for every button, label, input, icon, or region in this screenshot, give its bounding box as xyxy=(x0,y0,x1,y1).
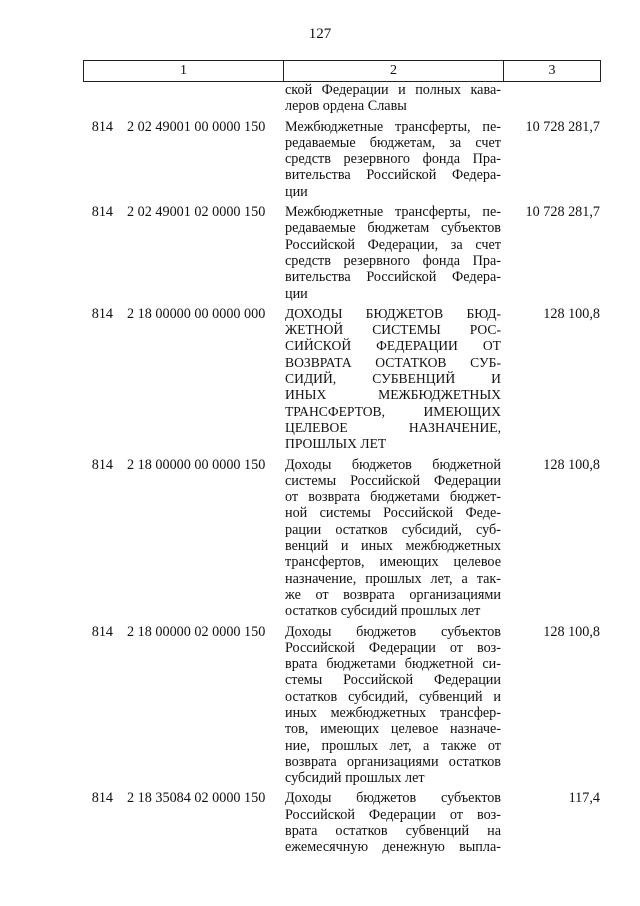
table-row xyxy=(83,204,600,302)
revenue-code: 2 18 00000 00 0000 150 xyxy=(127,456,266,473)
revenue-name-line: возврата организациями остатков xyxy=(285,753,501,770)
table-row xyxy=(83,624,600,787)
revenue-name-line: венций и иных межбюджетных xyxy=(285,538,501,555)
revenue-code: 2 02 49001 02 0000 150 xyxy=(127,204,266,221)
revenue-name-line: врата бюджетами бюджетной си- xyxy=(285,656,501,673)
revenue-name-line: Доходы бюджетов бюджетной xyxy=(285,456,501,473)
revenue-code: 2 18 35084 02 0000 150 xyxy=(127,790,266,807)
revenue-name-line: ции xyxy=(285,285,308,302)
revenue-name-line: ежемесячную денежную выпла- xyxy=(285,839,501,856)
amount: 128 100,8 xyxy=(543,456,600,473)
revenue-name-line: редаваемые бюджетам, за счет xyxy=(285,134,501,151)
revenue-code: 2 02 49001 00 0000 150 xyxy=(127,118,266,135)
revenue-name-line: ной системы Российской Феде- xyxy=(285,505,501,522)
table-row xyxy=(83,306,600,453)
revenue-name-line: иных межбюджетных трансфер- xyxy=(285,704,501,721)
revenue-name-line: системы Российской Федерации xyxy=(285,472,501,489)
admin-code: 814 xyxy=(91,305,113,322)
revenue-name-line: Российской Федерации от воз- xyxy=(285,639,501,656)
revenue-name-line: ПРОШЛЫХ ЛЕТ xyxy=(285,436,387,452)
revenue-name-line: трансфертов, имеющих целевое xyxy=(285,554,501,571)
revenue-name-line: остатков субсидий, субвенций и xyxy=(285,688,501,705)
revenue-name-line: средств резервного фонда Пра- xyxy=(285,252,501,269)
revenue-name-line: ЦЕЛЕВОЕ НАЗНАЧЕНИЕ, xyxy=(285,419,501,435)
table-row xyxy=(83,82,600,115)
revenue-name-line: остатков субсидий прошлых лет xyxy=(285,603,481,620)
revenue-name-line: же от возврата организациями xyxy=(285,586,501,603)
revenue-name-line: ние, прошлых лет, а также от xyxy=(285,737,501,754)
revenue-name-line: ИНЫХ МЕЖБЮДЖЕТНЫХ xyxy=(285,387,501,403)
amount: 10 728 281,7 xyxy=(525,204,600,221)
column-header-2: 2 xyxy=(284,61,504,82)
admin-code: 814 xyxy=(91,204,113,221)
revenue-name-line: ции xyxy=(285,183,308,200)
revenue-name xyxy=(285,457,501,620)
table-header xyxy=(83,60,601,82)
page-number: 127 xyxy=(308,26,332,42)
revenue-name xyxy=(285,82,501,115)
revenue-name-line: назначение, прошлых лет, а так- xyxy=(285,570,501,587)
revenue-name-line: стемы Российской Федерации xyxy=(285,672,501,689)
revenue-name-line: СИДИЙ, СУБВЕНЦИЙ И xyxy=(285,371,501,387)
revenue-name xyxy=(285,204,501,302)
revenue-name-line: леров ордена Славы xyxy=(285,98,407,115)
column-header-3: 3 xyxy=(504,61,601,82)
revenue-code: 2 18 00000 02 0000 150 xyxy=(127,623,266,640)
column-header-1: 1 xyxy=(84,61,284,82)
revenue-name xyxy=(285,306,501,453)
revenue-name-line: от возврата бюджетами бюджет- xyxy=(285,489,501,506)
table-body xyxy=(83,82,600,860)
revenue-name-line: Межбюджетные трансферты, пе- xyxy=(285,204,501,221)
revenue-name-line: Доходы бюджетов субъектов xyxy=(285,790,501,807)
table-row xyxy=(83,119,600,200)
amount: 128 100,8 xyxy=(543,623,600,640)
revenue-name-line: ВОЗВРАТА ОСТАТКОВ СУБ- xyxy=(285,354,501,370)
admin-code: 814 xyxy=(91,456,113,473)
revenue-name-line: ЖЕТНОЙ СИСТЕМЫ РОС- xyxy=(285,322,501,338)
amount: 128 100,8 xyxy=(543,305,600,322)
amount: 10 728 281,7 xyxy=(525,118,600,135)
admin-code: 814 xyxy=(91,623,113,640)
table-row xyxy=(83,790,600,855)
revenue-code: 2 18 00000 00 0000 000 xyxy=(127,305,266,322)
revenue-name-line: тов, имеющих целевое назначе- xyxy=(285,721,501,738)
revenue-name-line: редаваемые бюджетам субъектов xyxy=(285,220,501,237)
revenue-name-line: Доходы бюджетов субъектов xyxy=(285,623,501,640)
revenue-name-line: субсидий прошлых лет xyxy=(285,770,425,787)
revenue-name-line: средств резервного фонда Пра- xyxy=(285,151,501,168)
revenue-name-line: вительства Российской Федера- xyxy=(285,167,501,184)
revenue-name xyxy=(285,790,501,855)
table-row xyxy=(83,457,600,620)
revenue-name xyxy=(285,624,501,787)
revenue-name-line: ской Федерации и полных кава- xyxy=(285,82,501,98)
revenue-name-line: рации остатков субсидий, суб- xyxy=(285,521,501,538)
revenue-name-line: Межбюджетные трансферты, пе- xyxy=(285,118,501,135)
revenue-name-line: врата остатков субвенций на xyxy=(285,823,501,840)
revenue-name-line: ДОХОДЫ БЮДЖЕТОВ БЮД- xyxy=(285,305,501,321)
amount: 117,4 xyxy=(568,790,600,807)
revenue-name-line: СИЙСКОЙ ФЕДЕРАЦИИ ОТ xyxy=(285,338,501,354)
revenue-name-line: ТРАНСФЕРТОВ, ИМЕЮЩИХ xyxy=(285,403,501,419)
admin-code: 814 xyxy=(91,790,113,807)
revenue-name xyxy=(285,119,501,200)
revenue-name-line: Российской Федерации от воз- xyxy=(285,806,501,823)
revenue-name-line: вительства Российской Федера- xyxy=(285,269,501,286)
revenue-name-line: Российской Федерации, за счет xyxy=(285,236,501,253)
admin-code: 814 xyxy=(91,118,113,135)
